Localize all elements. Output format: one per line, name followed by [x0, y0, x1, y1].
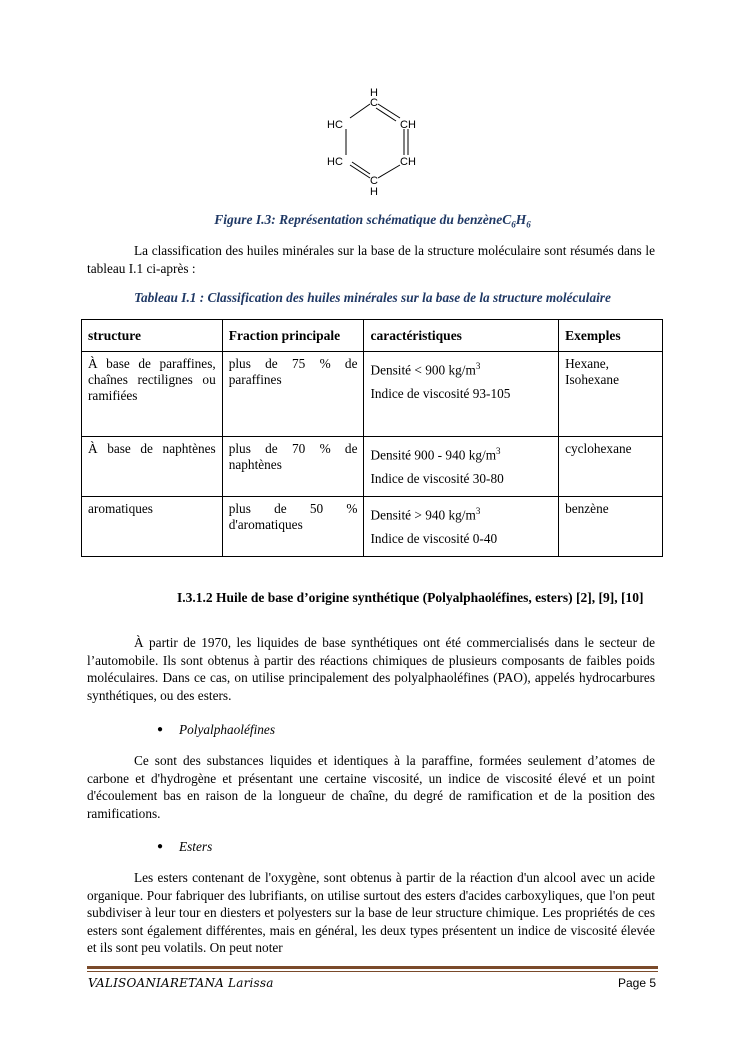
paragraph-polyalphaolefines: Ce sont des substances liquides et identiques à la paraffine, formées seulement d’atomes de carbone et d'hydrogène et présentant une certaine viscosité, un indice de viscosité élevé et un point d'écoulement bas en raison de la longueur de chaîne, du degré de ramification et de la position des ramifications.	[87, 753, 655, 821]
footer-divider-thick	[87, 966, 658, 969]
table-caption: Tableau I.1 : Classification des huiles minérales sur la base de la structure moléculaire	[134, 290, 611, 305]
bullet-esters	[157, 839, 212, 855]
header-fraction: Fraction principale	[222, 320, 364, 352]
bullet-icon: ●	[157, 841, 164, 852]
cell-characteristics: Densité > 940 $kg/m^3$ Indice de viscosité 0-40	[364, 497, 559, 557]
header-examples: Exemples	[559, 320, 663, 352]
cell-examples: Hexane, Isohexane	[559, 352, 663, 437]
header-characteristics: caractéristiques	[364, 320, 559, 352]
cell-fraction: plus de 75 % de paraffines	[222, 352, 364, 437]
atom-bottom-h: H	[370, 186, 378, 197]
atom-top-c: C	[370, 97, 378, 109]
cell-structure: aromatiques	[82, 497, 223, 557]
atom-left-top: HC	[327, 119, 343, 131]
cell-characteristics: Densité < 900 $kg/m^3$ Indice de viscosité 93-105	[364, 352, 559, 437]
table-row	[82, 437, 663, 497]
atom-right-top: CH	[400, 119, 416, 131]
density-text: Densité < 900 kg/m	[370, 362, 476, 378]
footer-divider-thin	[87, 971, 658, 972]
atom-right-bottom: CH	[400, 156, 416, 168]
density-text: Densité 900 - 940 kg/m	[370, 447, 497, 463]
cell-fraction: plus de 70 % de naphtènes	[222, 437, 364, 497]
footer-author: VALISOANIARETANA Larissa	[88, 976, 274, 990]
footer-page-number: Page 5	[618, 976, 657, 990]
header-structure: structure	[82, 320, 223, 352]
atom-left-bottom: HC	[327, 156, 343, 168]
table-row	[82, 352, 663, 437]
atom-top-h: H	[370, 87, 378, 99]
benzene-structure-diagram	[320, 85, 430, 197]
cell-characteristics: Densité 900 - 940 $kg/m^3$ Indice de viscosité 30-80	[364, 437, 559, 497]
viscosity-text: Indice de viscosité 30-80	[370, 471, 504, 487]
viscosity-text: Indice de viscosité 0-40	[370, 531, 498, 547]
density-text: Densité > 940 kg/m	[370, 507, 476, 523]
cell-structure: À base de paraffines, chaînes rectilignes ou ramifiées	[82, 352, 223, 437]
cell-examples: benzène	[559, 497, 663, 557]
table-row	[82, 497, 663, 557]
cell-fraction: plus de 50 % d'aromatiques	[222, 497, 364, 557]
bullet-label: Polyalphaoléfines	[179, 722, 276, 737]
paragraph-esters: Les esters contenant de l'oxygène, sont obtenus à partir de la réaction d'un alcool avec un acide organique. Pour fabriquer des lubrifiants, on utilise surtout des esters d'acides carboxyliques, que l'on peut subdiviser à leur tour en diesters et polyesters sur la base de leur structure chimique. Les propriétés de ces esters sont également différentes, mais en général, les deux types présentent un indice de viscosité élevée et ils sont peu volatils. On peut noter	[87, 870, 655, 955]
table-header-row	[82, 320, 663, 352]
cell-structure: À base de naphtènes	[82, 437, 223, 497]
intro-paragraph: La classification des huiles minérales sur la base de la structure moléculaire sont résumés dans le tableau I.1 ci-après :	[87, 243, 655, 276]
figure-caption: Figure I.3: Représentation schématique du $benzèneC_6H_6$	[214, 212, 531, 230]
viscosity-text: Indice de viscosité 93-105	[370, 386, 511, 402]
classification-table	[81, 319, 663, 557]
section-heading: I.3.1.2 Huile de base d’origine synthétique (Polyalphaoléfines, esters) [2], [9], [10]	[177, 590, 644, 605]
bullet-label: Esters	[179, 839, 213, 854]
cell-examples: cyclohexane	[559, 437, 663, 497]
bullet-polyalphaolefines	[157, 722, 275, 738]
atom-bottom-c: C	[370, 175, 378, 187]
bullet-icon: ●	[157, 724, 164, 735]
paragraph-synthetic-intro: À partir de 1970, les liquides de base synthétiques ont été commercialisés dans le secteur de l’automobile. Ils sont obtenus à partir des réactions chimiques de plusieurs composants de faibles poids moléculaires. Dans ce cas, on utilise principalement des polyalphaoléfines (PAO), appelés hydrocarbures synthétiques, ou des esters.	[87, 635, 655, 703]
